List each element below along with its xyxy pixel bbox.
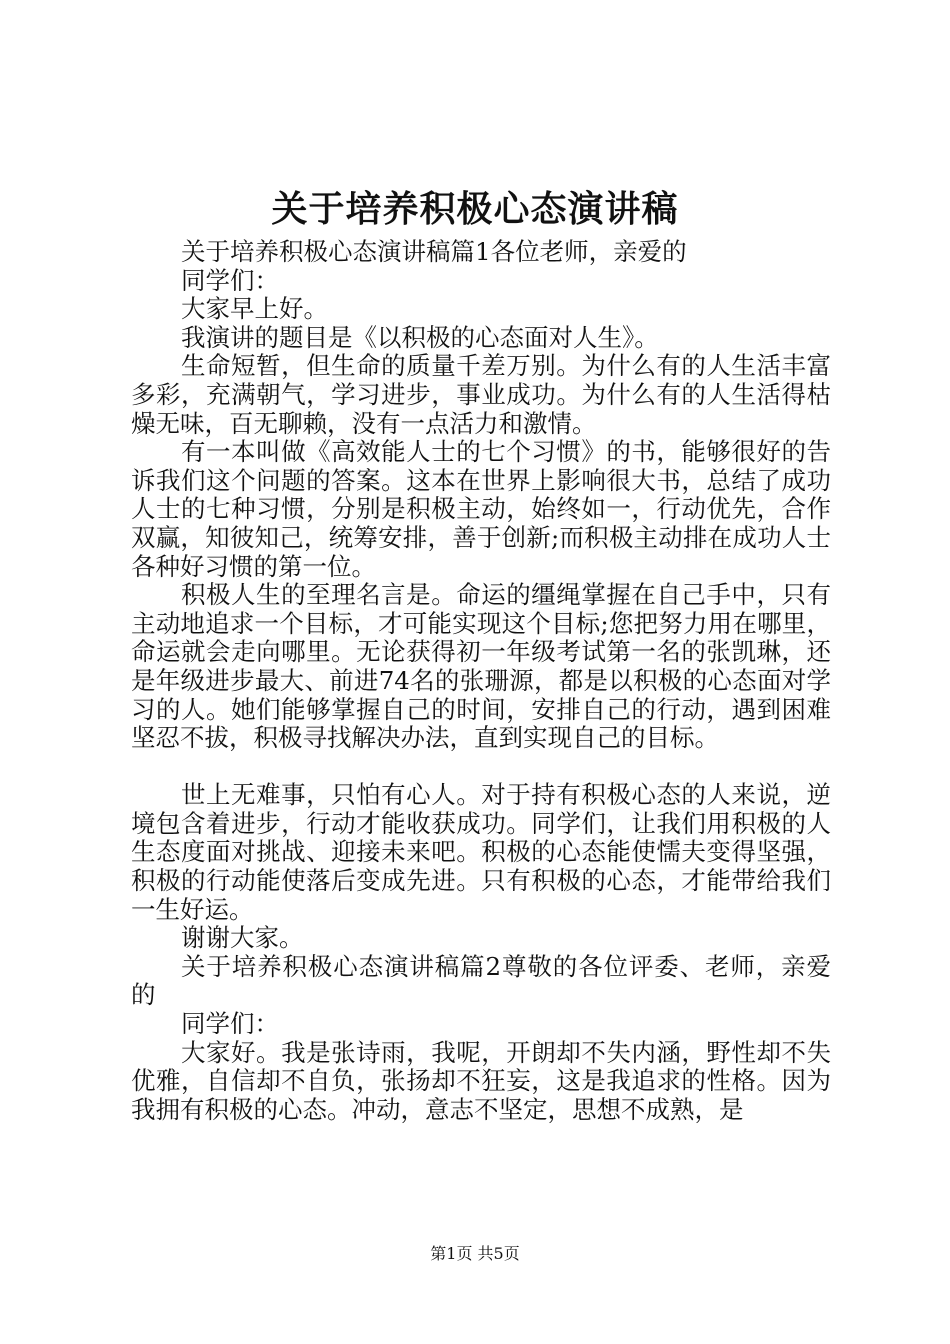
paragraph-7: 积极人生的至理名言是。命运的缰绳掌握在自己手中，只有主动地追求一个目标，才可能实现这个目标;您把努力用在哪里，命运就会走向哪里。无论获得初一年级考试第一名的张凯琳，还是年级进步最大、前进74名的张珊源，都是以积极的心态面对学习的人。她们能够掌握自己的时间，安排自己的行动，遇到困难坚忍不拔，积极寻找解决办法，直到实现自己的目标。	[131, 580, 831, 753]
paragraph-8: 世上无难事，只怕有心人。对于持有积极心态的人来说，逆境包含着进步，行动才能收获成功。同学们，让我们用积极的人生态度面对挑战、迎接未来吧。积极的心态能使懦夫变得坚强，积极的行动能使落后变成先进。只有积极的心态，才能带给我们一生好运。	[131, 780, 831, 924]
document-title: 关于培养积极心态演讲稿	[271, 188, 679, 230]
paragraph-1: 关于培养积极心态演讲稿篇1各位老师，亲爱的	[181, 237, 687, 266]
paragraph-5: 生命短暂，但生命的质量千差万别。为什么有的人生活丰富多彩，充满朝气，学习进步，事业成功。为什么有的人生活得枯燥无味，百无聊赖，没有一点活力和激情。	[131, 351, 831, 438]
paragraph-11: 同学们：	[181, 1009, 279, 1039]
paragraph-3: 大家早上好。	[181, 294, 328, 324]
paragraph-2: 同学们：	[181, 265, 279, 295]
paragraph-10: 关于培养积极心态演讲稿篇2尊敬的各位评委、老师，亲爱的	[131, 951, 831, 1010]
paragraph-4: 我演讲的题目是《以积极的心态面对人生》。	[181, 322, 659, 352]
paragraph-6: 有一本叫做《高效能人士的七个习惯》的书，能够很好的告诉我们这个问题的答案。这本在世界上影响很大书，总结了成功人士的七种习惯，分别是积极主动，始终如一，行动优先，合作双赢，知彼知己，统筹安排，善于创新;而积极主动排在成功人士各种好习惯的第一位。	[131, 437, 831, 581]
page-footer: 第1页 共5页	[430, 1244, 520, 1263]
document-body	[131, 238, 831, 1124]
paragraph-12: 大家好。我是张诗雨，我呢，开朗却不失内涵，野性却不失优雅，自信却不自负，张扬却不狂妄，这是我追求的性格。因为我拥有积极的心态。冲动，意志不坚定，思想不成熟，是	[131, 1037, 831, 1124]
paragraph-gap	[131, 753, 831, 782]
paragraph-9: 谢谢大家。	[181, 923, 304, 953]
